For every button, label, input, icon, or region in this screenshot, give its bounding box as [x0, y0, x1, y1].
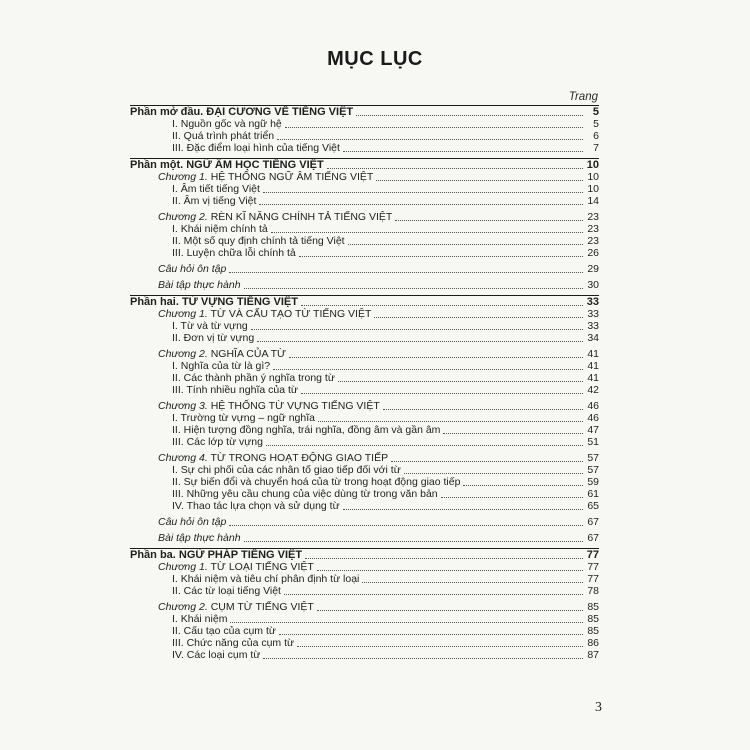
spacer: [130, 661, 599, 665]
toc-entry-title: [158, 401, 380, 412]
toc-entry-title: I. Nguồn gốc và ngữ hệ: [172, 118, 282, 130]
table-of-contents: [130, 105, 599, 665]
toc-entry-title: Câu hỏi ôn tập: [158, 516, 227, 528]
toc-entry-title: III. Đặc điểm loại hình của tiếng Việt: [172, 142, 340, 154]
dot-leader: [441, 497, 583, 498]
toc-entry-title: I. Khái niệm: [172, 613, 228, 625]
toc-entry-title: II. Cấu tạo của cụm từ: [172, 625, 276, 637]
toc-page-number: 51: [587, 436, 599, 448]
toc-item[interactable]: [130, 247, 599, 259]
toc-item[interactable]: [130, 613, 599, 625]
toc-page-number: 10: [587, 183, 599, 195]
toc-entry-title: Bài tập thực hành: [158, 279, 241, 291]
toc-page-number: 7: [593, 142, 599, 154]
toc-page-number: 30: [587, 279, 599, 291]
dot-leader: [263, 192, 583, 193]
toc-entry-title: [158, 212, 392, 223]
toc-entry-title: III. Luyện chữa lỗi chính tả: [172, 247, 296, 259]
toc-item[interactable]: [130, 637, 599, 649]
toc-page-number: 41: [587, 348, 599, 360]
dot-leader: [343, 509, 583, 510]
toc-page-number: 87: [587, 649, 599, 661]
toc-entry-title: Phần mở đầu. ĐẠI CƯƠNG VỀ TIẾNG VIỆT: [130, 106, 354, 118]
toc-item[interactable]: [130, 372, 599, 384]
toc-page-number: 23: [587, 211, 599, 223]
toc-entry-title: II. Đơn vị từ vựng: [172, 332, 255, 344]
dot-leader: [279, 634, 583, 635]
dot-leader: [299, 256, 583, 257]
toc-entry-title: I. Trường từ vựng – ngữ nghĩa: [172, 412, 315, 424]
toc-page-number: 85: [587, 613, 599, 625]
toc-entry-title: III. Các lớp từ vựng: [172, 436, 263, 448]
dot-leader: [374, 317, 583, 318]
chapter-title: HỆ THỐNG TỪ VỰNG TIẾNG VIỆT: [210, 400, 380, 412]
dot-leader: [343, 151, 583, 152]
toc-chapter[interactable]: [130, 171, 599, 183]
dot-leader: [301, 305, 583, 306]
toc-entry-title: III. Chức năng của cụm từ: [172, 637, 295, 649]
toc-entry-title: [158, 453, 388, 464]
dot-leader: [395, 220, 583, 221]
chapter-number: Chương 1.: [158, 561, 208, 573]
chapter-number: Chương 4.: [158, 452, 208, 464]
dot-leader: [266, 445, 583, 446]
dot-leader: [263, 658, 583, 659]
dot-leader: [257, 341, 583, 342]
toc-entry-title: Bài tập thực hành: [158, 532, 241, 544]
toc-page-number: 23: [587, 235, 599, 247]
toc-page-number: 65: [587, 500, 599, 512]
toc-entry-title: I. Nghĩa của từ là gì?: [172, 360, 271, 372]
toc-page-number: 23: [587, 223, 599, 235]
chapter-title: TỪ LOẠI TIẾNG VIỆT: [210, 561, 314, 573]
toc-page-number: 59: [587, 476, 599, 488]
toc-page-number: 41: [587, 372, 599, 384]
toc-page-number: 77: [587, 561, 599, 573]
dot-leader: [285, 127, 583, 128]
dot-leader: [443, 433, 583, 434]
toc-entry-title: II. Sự biến đổi và chuyển hoá của từ trong hoạt động giao tiếp: [172, 476, 461, 488]
toc-entry-title: [158, 349, 286, 360]
toc-item[interactable]: [130, 585, 599, 597]
dot-leader: [376, 180, 583, 181]
dot-leader: [404, 473, 583, 474]
toc-entry-title: II. Các từ loại tiếng Việt: [172, 585, 281, 597]
chapter-title: HỆ THỐNG NGỮ ÂM TIẾNG VIỆT: [210, 171, 374, 183]
toc-part[interactable]: [130, 106, 599, 118]
toc-page-number: 67: [587, 532, 599, 544]
dot-leader: [463, 485, 583, 486]
dot-leader: [327, 168, 583, 169]
toc-chapter[interactable]: [130, 601, 599, 613]
toc-item[interactable]: [130, 183, 599, 195]
toc-page-number: 61: [587, 488, 599, 500]
dot-leader: [391, 461, 583, 462]
toc-review[interactable]: [130, 532, 599, 544]
chapter-title: TỪ TRONG HOẠT ĐỘNG GIAO TIẾP: [210, 452, 389, 464]
chapter-number: Chương 3.: [158, 400, 208, 412]
dot-leader: [229, 272, 583, 273]
toc-chapter[interactable]: [130, 308, 599, 320]
toc-item[interactable]: [130, 464, 599, 476]
toc-entry-title: II. Âm vị tiếng Việt: [172, 195, 257, 207]
toc-item[interactable]: [130, 223, 599, 235]
dot-leader: [338, 381, 583, 382]
toc-chapter[interactable]: [130, 400, 599, 412]
toc-item[interactable]: [130, 424, 599, 436]
toc-entry-title: IV. Các loại cụm từ: [172, 649, 261, 661]
toc-entry-title: I. Sự chi phối của các nhân tố giao tiếp đối với từ: [172, 464, 401, 476]
toc-page-number: 78: [587, 585, 599, 597]
toc-entry-title: I. Khái niệm chính tả: [172, 223, 268, 235]
dot-leader: [277, 139, 583, 140]
toc-chapter[interactable]: [130, 452, 599, 464]
dot-leader: [348, 244, 583, 245]
toc-page-number: 34: [587, 332, 599, 344]
chapter-number: Chương 1.: [158, 308, 208, 320]
chapter-number: Chương 2.: [158, 348, 208, 360]
page-column-label: Trang: [568, 91, 598, 103]
chapter-title: CỤM TỪ TIẾNG VIỆT: [210, 601, 314, 613]
toc-entry-title: III. Những yêu cầu chung của việc dùng từ trong văn bản: [172, 488, 438, 500]
toc-item[interactable]: [130, 332, 599, 344]
chapter-title: TỪ VÀ CẤU TẠO TỪ TIẾNG VIỆT: [210, 308, 372, 320]
toc-page-number: 77: [587, 573, 599, 585]
chapter-title: NGHĨA CỦA TỪ: [210, 348, 286, 360]
chapter-number: Chương 2.: [158, 601, 208, 613]
toc-entry-title: Phần một. NGỮ ÂM HỌC TIẾNG VIỆT: [130, 159, 324, 171]
toc-page-number: 77: [586, 549, 599, 561]
toc-page-number: 85: [587, 601, 599, 613]
toc-page-number: 10: [586, 159, 599, 171]
toc-page-number: 42: [587, 384, 599, 396]
toc-entry-title: [158, 172, 373, 183]
toc-item[interactable]: [130, 476, 599, 488]
toc-page-number: 57: [587, 452, 599, 464]
dot-leader: [301, 393, 583, 394]
chapter-number: Chương 2.: [158, 211, 208, 223]
toc-item[interactable]: [130, 384, 599, 396]
toc-item[interactable]: [130, 412, 599, 424]
toc-page-number: 33: [587, 308, 599, 320]
toc-item[interactable]: [130, 235, 599, 247]
toc-entry-title: Phần hai. TỪ VỰNG TIẾNG VIỆT: [130, 296, 298, 308]
dot-leader: [318, 421, 583, 422]
page-title: MỤC LỤC: [327, 48, 423, 70]
dot-leader: [305, 558, 583, 559]
dot-leader: [244, 288, 583, 289]
dot-leader: [362, 582, 583, 583]
chapter-number: Chương 1.: [158, 171, 208, 183]
toc-page-number: 14: [587, 195, 599, 207]
dot-leader: [273, 369, 583, 370]
toc-item[interactable]: [130, 500, 599, 512]
toc-item[interactable]: [130, 360, 599, 372]
toc-page-number: 57: [587, 464, 599, 476]
toc-item[interactable]: [130, 195, 599, 207]
page-number: 3: [595, 700, 602, 715]
toc-entry-title: II. Một số quy định chính tả tiếng Việt: [172, 235, 345, 247]
toc-item[interactable]: [130, 436, 599, 448]
chapter-title: RÈN KĨ NĂNG CHÍNH TẢ TIẾNG VIỆT: [210, 211, 393, 223]
toc-entry-title: Phần ba. NGỮ PHÁP TIẾNG VIỆT: [130, 549, 303, 561]
toc-page-number: 26: [587, 247, 599, 259]
toc-page-number: 86: [587, 637, 599, 649]
toc-item[interactable]: [130, 118, 599, 130]
toc-item[interactable]: [130, 130, 599, 142]
toc-part[interactable]: [130, 549, 599, 561]
toc-page-number: 85: [587, 625, 599, 637]
toc-page-number: 41: [587, 360, 599, 372]
toc-page-number: 29: [587, 263, 599, 275]
toc-entry-title: [158, 602, 314, 613]
toc-item[interactable]: [130, 625, 599, 637]
toc-chapter[interactable]: [130, 561, 599, 573]
toc-item[interactable]: [130, 488, 599, 500]
toc-chapter[interactable]: [130, 211, 599, 223]
toc-page-number: 5: [593, 118, 599, 130]
toc-item[interactable]: [130, 320, 599, 332]
dot-leader: [356, 115, 583, 116]
toc-page-number: 10: [587, 171, 599, 183]
toc-page-number: 6: [593, 130, 599, 142]
toc-entry-title: Câu hỏi ôn tập: [158, 263, 227, 275]
toc-chapter[interactable]: [130, 348, 599, 360]
toc-page-number: 5: [592, 106, 599, 118]
toc-page-number: 33: [587, 320, 599, 332]
toc-entry-title: II. Các thành phần ý nghĩa trong từ: [172, 372, 335, 384]
toc-item[interactable]: [130, 573, 599, 585]
toc-item[interactable]: [130, 142, 599, 154]
dot-leader: [284, 594, 583, 595]
dot-leader: [230, 622, 583, 623]
dot-leader: [317, 610, 583, 611]
toc-page-number: 46: [587, 400, 599, 412]
dot-leader: [289, 357, 583, 358]
toc-entry-title: [158, 562, 314, 573]
toc-page-number: 47: [587, 424, 599, 436]
dot-leader: [244, 541, 583, 542]
toc-entry-title: IV. Thao tác lựa chọn và sử dụng từ: [172, 500, 340, 512]
toc-entry-title: I. Âm tiết tiếng Việt: [172, 183, 260, 195]
toc-review[interactable]: [130, 263, 599, 275]
toc-item[interactable]: [130, 649, 599, 661]
toc-entry-title: I. Từ và từ vựng: [172, 320, 248, 332]
toc-part[interactable]: [130, 159, 599, 171]
dot-leader: [259, 204, 583, 205]
toc-entry-title: [158, 309, 371, 320]
toc-page-number: 33: [586, 296, 599, 308]
dot-leader: [251, 329, 583, 330]
dot-leader: [297, 646, 583, 647]
toc-entry-title: II. Quá trình phát triển: [172, 130, 275, 142]
toc-entry-title: I. Khái niệm và tiêu chí phân định từ loại: [172, 573, 360, 585]
toc-review[interactable]: [130, 279, 599, 291]
dot-leader: [383, 409, 583, 410]
dot-leader: [317, 570, 583, 571]
toc-page-number: 67: [587, 516, 599, 528]
toc-part[interactable]: [130, 296, 599, 308]
dot-leader: [271, 232, 583, 233]
toc-page-number: 46: [587, 412, 599, 424]
dot-leader: [229, 525, 583, 526]
toc-entry-title: II. Hiện tượng đồng nghĩa, trái nghĩa, đồng âm và gần âm: [172, 424, 441, 436]
toc-review[interactable]: [130, 516, 599, 528]
toc-entry-title: III. Tính nhiều nghĩa của từ: [172, 384, 298, 396]
